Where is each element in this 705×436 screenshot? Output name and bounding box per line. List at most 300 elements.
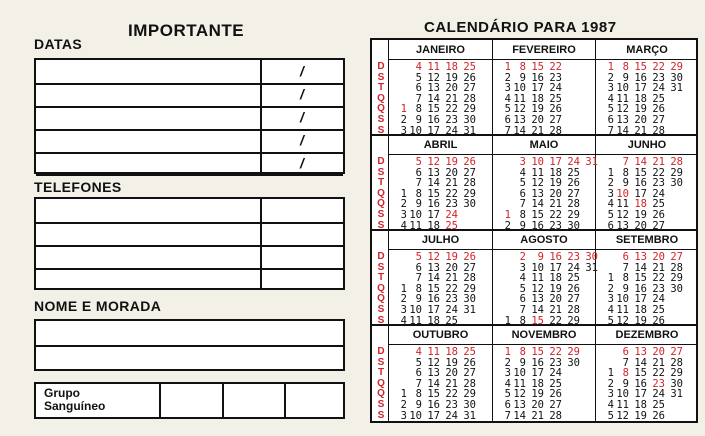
day-number: 16 xyxy=(634,177,647,190)
day-number: 30 xyxy=(567,356,580,369)
day-number: 12 xyxy=(616,409,629,422)
phone-row[interactable] xyxy=(36,245,343,270)
day-number: 16 xyxy=(427,399,440,411)
day-number: 28 xyxy=(670,261,683,274)
day-number: 14 xyxy=(616,124,629,137)
day-number: 14 xyxy=(634,156,647,168)
day-number: 10 xyxy=(531,261,544,274)
day-number: 9 xyxy=(519,219,526,232)
month-name: MARÇO xyxy=(596,41,698,60)
day-number: 25 xyxy=(567,166,580,179)
date-row[interactable] xyxy=(36,106,343,131)
day-number: 20 xyxy=(445,367,458,380)
day-number: 30 xyxy=(463,293,476,306)
weekday-letter: S xyxy=(377,261,385,273)
day-number: 22 xyxy=(549,61,562,73)
day-number: 20 xyxy=(652,346,665,358)
dates-label: DATAS xyxy=(34,36,83,52)
day-number: 26 xyxy=(567,282,580,295)
day-number: 5 xyxy=(607,209,614,221)
day-number: 17 xyxy=(427,409,440,422)
day-number: 4 xyxy=(504,92,511,105)
day-number: 26 xyxy=(549,103,562,116)
day-number: 3 xyxy=(519,261,526,274)
day-number: 24 xyxy=(652,293,665,306)
day-number: 4 xyxy=(607,92,614,105)
day-number: 15 xyxy=(531,346,544,358)
day-number: 18 xyxy=(549,272,562,285)
day-number: 6 xyxy=(415,166,422,179)
month-block xyxy=(596,326,698,422)
month-block xyxy=(493,136,598,232)
day-number: 6 xyxy=(622,346,629,358)
day-number: 26 xyxy=(463,156,476,168)
day-number: 9 xyxy=(622,377,629,390)
day-number: 17 xyxy=(634,82,647,95)
day-number: 1 xyxy=(504,61,511,73)
day-number: 9 xyxy=(415,114,422,126)
day-number: 23 xyxy=(549,71,562,84)
day-number: 4 xyxy=(400,314,407,327)
day-number: 24 xyxy=(445,209,458,221)
day-number: 8 xyxy=(415,103,422,116)
day-number: 9 xyxy=(537,251,544,263)
day-number: 27 xyxy=(463,166,476,179)
day-number: 18 xyxy=(427,219,440,232)
day-number: 26 xyxy=(652,209,665,221)
day-number: 28 xyxy=(652,124,665,137)
day-number: 10 xyxy=(513,367,526,380)
day-number: 19 xyxy=(445,356,458,369)
month-block xyxy=(493,326,595,422)
day-number: 23 xyxy=(652,177,665,190)
day-number: 10 xyxy=(616,293,629,306)
day-number: 31 xyxy=(585,261,598,274)
day-number: 4 xyxy=(415,346,422,358)
day-number: 23 xyxy=(445,114,458,126)
day-number: 28 xyxy=(463,377,476,390)
day-number: 26 xyxy=(567,177,580,190)
day-number: 25 xyxy=(463,61,476,73)
day-number: 7 xyxy=(622,356,629,369)
day-number: 28 xyxy=(549,409,562,422)
day-number: 11 xyxy=(513,377,526,390)
day-number: 18 xyxy=(634,92,647,105)
month-block xyxy=(389,231,492,327)
day-number: 12 xyxy=(513,388,526,401)
day-number: 13 xyxy=(634,251,647,263)
day-number: 31 xyxy=(585,156,598,168)
day-number: 6 xyxy=(622,251,629,263)
day-number: 19 xyxy=(634,314,647,327)
day-number: 10 xyxy=(409,409,422,422)
day-number: 10 xyxy=(531,156,544,168)
day-number: 16 xyxy=(531,219,544,232)
day-number: 8 xyxy=(519,314,526,327)
day-number: 30 xyxy=(670,177,683,190)
date-slash: / xyxy=(300,109,304,125)
day-number: 5 xyxy=(415,71,422,84)
day-number: 11 xyxy=(531,272,544,285)
day-number: 24 xyxy=(567,261,580,274)
day-number: 28 xyxy=(463,92,476,105)
month-block xyxy=(389,136,492,232)
weekday-letter: S xyxy=(377,398,385,410)
day-number: 24 xyxy=(652,388,665,401)
day-number: 13 xyxy=(634,346,647,358)
weekday-letter: Q xyxy=(377,388,385,400)
day-number: 8 xyxy=(622,367,629,380)
day-number: 12 xyxy=(427,156,440,168)
day-number: 19 xyxy=(531,103,544,116)
day-number: 18 xyxy=(634,198,647,211)
month-name: FEVEREIRO xyxy=(493,41,595,60)
month-block xyxy=(596,231,698,327)
day-number: 2 xyxy=(504,356,511,369)
name-address-label: NOME E MORADA xyxy=(34,298,162,314)
day-number: 15 xyxy=(531,314,544,327)
day-number: 2 xyxy=(519,251,526,263)
day-number: 28 xyxy=(670,156,683,168)
blood-type-box xyxy=(34,382,345,419)
date-row[interactable] xyxy=(36,129,343,154)
day-number: 13 xyxy=(616,114,629,126)
day-number: 25 xyxy=(463,346,476,358)
day-number: 8 xyxy=(415,282,422,295)
day-number: 1 xyxy=(400,103,407,116)
day-number: 21 xyxy=(652,261,665,274)
day-number: 10 xyxy=(513,82,526,95)
day-number: 12 xyxy=(616,209,629,221)
day-number: 23 xyxy=(549,219,562,232)
date-slash: / xyxy=(300,155,304,171)
day-number: 15 xyxy=(634,61,647,73)
day-number: 19 xyxy=(634,209,647,221)
important-title: IMPORTANTE xyxy=(128,21,245,40)
blood-type-label-line2: Sanguíneo xyxy=(44,399,106,413)
weekday-letters xyxy=(375,62,387,136)
day-number: 14 xyxy=(634,261,647,274)
day-number: 19 xyxy=(549,282,562,295)
day-number: 17 xyxy=(531,82,544,95)
day-number: 6 xyxy=(519,293,526,306)
day-number: 8 xyxy=(622,166,629,179)
day-number: 8 xyxy=(415,388,422,401)
day-number: 19 xyxy=(549,177,562,190)
day-number: 1 xyxy=(607,166,614,179)
day-number: 17 xyxy=(427,124,440,137)
day-number: 23 xyxy=(445,293,458,306)
day-number: 1 xyxy=(400,187,407,200)
day-number: 21 xyxy=(445,377,458,390)
day-number: 5 xyxy=(607,314,614,327)
day-number: 16 xyxy=(634,71,647,84)
day-number: 14 xyxy=(513,124,526,137)
day-number: 4 xyxy=(607,198,614,211)
weekday-letter: S xyxy=(377,303,385,315)
day-number: 16 xyxy=(427,198,440,211)
day-number: 20 xyxy=(652,251,665,263)
day-number: 4 xyxy=(519,272,526,285)
day-number: 27 xyxy=(652,219,665,232)
weekday-letter: Q xyxy=(377,377,385,389)
day-number: 9 xyxy=(519,356,526,369)
day-number: 11 xyxy=(616,198,629,211)
day-number: 18 xyxy=(427,314,440,327)
day-number: 1 xyxy=(400,282,407,295)
day-number: 20 xyxy=(445,82,458,95)
day-number: 3 xyxy=(504,82,511,95)
day-number: 28 xyxy=(567,198,580,211)
phone-row[interactable] xyxy=(36,222,343,247)
phones-label: TELEFONES xyxy=(34,179,122,195)
day-number: 6 xyxy=(504,399,511,411)
phone-row[interactable] xyxy=(36,268,343,290)
day-number: 7 xyxy=(607,124,614,137)
day-number: 23 xyxy=(445,399,458,411)
day-number: 6 xyxy=(607,219,614,232)
day-number: 24 xyxy=(652,82,665,95)
day-number: 2 xyxy=(607,177,614,190)
day-number: 21 xyxy=(549,304,562,316)
day-number: 21 xyxy=(445,272,458,285)
day-number: 12 xyxy=(513,103,526,116)
day-number: 31 xyxy=(463,304,476,316)
weekday-letter: S xyxy=(377,219,385,231)
day-number: 11 xyxy=(616,399,629,411)
weekday-letter: T xyxy=(377,177,385,189)
day-number: 4 xyxy=(607,399,614,411)
weekday-letter: S xyxy=(377,113,385,125)
day-number: 22 xyxy=(445,187,458,200)
day-number: 25 xyxy=(652,92,665,105)
day-number: 20 xyxy=(445,166,458,179)
day-number: 19 xyxy=(445,71,458,84)
day-number: 24 xyxy=(445,409,458,422)
day-number: 30 xyxy=(567,219,580,232)
day-number: 20 xyxy=(531,399,544,411)
day-number: 4 xyxy=(607,304,614,316)
day-number: 25 xyxy=(567,272,580,285)
month-name: SETEMBRO xyxy=(596,231,698,250)
day-number: 29 xyxy=(670,166,683,179)
day-number: 30 xyxy=(585,251,598,263)
day-number: 26 xyxy=(652,103,665,116)
month-name: JUNHO xyxy=(596,136,698,155)
month-name: MAIO xyxy=(493,136,595,155)
day-number: 18 xyxy=(531,92,544,105)
weekday-letter: Q xyxy=(377,293,385,305)
dates-divider xyxy=(260,60,262,172)
day-number: 22 xyxy=(445,103,458,116)
month-name: OUTUBRO xyxy=(389,326,492,345)
month-block xyxy=(389,326,492,422)
day-number: 3 xyxy=(607,82,614,95)
day-number: 17 xyxy=(634,293,647,306)
day-number: 3 xyxy=(607,293,614,306)
day-number: 21 xyxy=(652,156,665,168)
day-number: 22 xyxy=(549,314,562,327)
day-number: 9 xyxy=(415,198,422,211)
day-number: 10 xyxy=(616,187,629,200)
day-number: 12 xyxy=(531,282,544,295)
day-number: 3 xyxy=(504,367,511,380)
day-number: 4 xyxy=(400,219,407,232)
weekday-letter: Q xyxy=(377,282,385,294)
day-number: 21 xyxy=(531,124,544,137)
day-number: 11 xyxy=(409,219,422,232)
day-number: 30 xyxy=(670,282,683,295)
day-number: 3 xyxy=(607,388,614,401)
day-number: 2 xyxy=(400,198,407,211)
weekday-letters xyxy=(375,157,387,231)
day-number: 28 xyxy=(463,177,476,190)
day-number: 19 xyxy=(634,103,647,116)
day-number: 29 xyxy=(670,272,683,285)
phone-row[interactable] xyxy=(36,199,343,224)
day-number: 1 xyxy=(504,346,511,358)
blood-type-cell[interactable] xyxy=(222,384,224,417)
day-number: 25 xyxy=(445,219,458,232)
day-number: 19 xyxy=(634,409,647,422)
day-number: 15 xyxy=(427,388,440,401)
day-number: 18 xyxy=(445,346,458,358)
day-number: 11 xyxy=(513,92,526,105)
day-number: 4 xyxy=(519,166,526,179)
day-number: 26 xyxy=(463,251,476,263)
month-name: JULHO xyxy=(389,231,492,250)
day-number: 20 xyxy=(634,114,647,126)
day-number: 24 xyxy=(549,82,562,95)
date-slash: / xyxy=(300,63,304,79)
weekday-letter: T xyxy=(377,367,385,379)
day-number: 15 xyxy=(531,209,544,221)
day-number: 22 xyxy=(549,209,562,221)
date-row[interactable] xyxy=(36,60,343,85)
weekday-letter: D xyxy=(377,251,385,262)
day-number: 25 xyxy=(445,314,458,327)
day-number: 3 xyxy=(400,304,407,316)
day-number: 6 xyxy=(415,261,422,274)
blood-type-cell[interactable] xyxy=(284,384,286,417)
day-number: 29 xyxy=(463,103,476,116)
date-row[interactable] xyxy=(36,152,343,176)
day-number: 14 xyxy=(513,409,526,422)
day-number: 29 xyxy=(670,61,683,73)
day-number: 20 xyxy=(445,261,458,274)
day-number: 31 xyxy=(670,388,683,401)
day-number: 30 xyxy=(463,198,476,211)
weekday-letter: D xyxy=(377,346,385,357)
day-number: 14 xyxy=(531,304,544,316)
day-number: 31 xyxy=(463,124,476,137)
weekday-letter: S xyxy=(377,314,385,326)
day-number: 17 xyxy=(531,367,544,380)
day-number: 4 xyxy=(504,377,511,390)
phones-divider xyxy=(260,199,262,288)
weekday-letter: S xyxy=(377,208,385,220)
weekday-letter: Q xyxy=(377,198,385,210)
day-number: 15 xyxy=(634,367,647,380)
day-number: 14 xyxy=(427,377,440,390)
day-number: 14 xyxy=(634,356,647,369)
day-number: 28 xyxy=(549,124,562,137)
day-number: 2 xyxy=(607,71,614,84)
day-number: 9 xyxy=(622,71,629,84)
day-number: 8 xyxy=(622,272,629,285)
day-number: 5 xyxy=(519,282,526,295)
day-number: 29 xyxy=(567,346,580,358)
day-number: 16 xyxy=(427,293,440,306)
day-number: 9 xyxy=(519,71,526,84)
day-number: 3 xyxy=(400,409,407,422)
address-row[interactable] xyxy=(36,345,343,369)
day-number: 7 xyxy=(519,198,526,211)
day-number: 29 xyxy=(670,367,683,380)
day-number: 17 xyxy=(634,187,647,200)
month-name: ABRIL xyxy=(389,136,492,155)
address-row[interactable] xyxy=(36,321,343,347)
weekday-letter: T xyxy=(377,272,385,284)
day-number: 21 xyxy=(549,198,562,211)
day-number: 7 xyxy=(622,156,629,168)
weekday-letter: S xyxy=(377,71,385,83)
date-row[interactable] xyxy=(36,83,343,108)
day-number: 20 xyxy=(634,219,647,232)
day-number: 24 xyxy=(445,124,458,137)
day-number: 25 xyxy=(652,304,665,316)
weekday-letter: S xyxy=(377,124,385,136)
day-number: 11 xyxy=(531,166,544,179)
day-number: 16 xyxy=(531,71,544,84)
day-number: 2 xyxy=(607,282,614,295)
day-number: 8 xyxy=(519,209,526,221)
day-number: 6 xyxy=(519,187,526,200)
calendar-title: CALENDÁRIO PARA 1987 xyxy=(424,19,617,36)
day-number: 18 xyxy=(549,166,562,179)
weekday-letter: Q xyxy=(377,92,385,104)
day-number: 27 xyxy=(670,251,683,263)
day-number: 1 xyxy=(607,61,614,73)
blood-type-cell[interactable] xyxy=(159,384,161,417)
day-number: 9 xyxy=(415,399,422,411)
day-number: 31 xyxy=(463,409,476,422)
day-number: 30 xyxy=(670,377,683,390)
day-number: 19 xyxy=(445,156,458,168)
day-number: 11 xyxy=(616,304,629,316)
day-number: 13 xyxy=(531,293,544,306)
day-number: 14 xyxy=(427,92,440,105)
day-number: 12 xyxy=(616,314,629,327)
day-number: 12 xyxy=(427,71,440,84)
day-number: 4 xyxy=(415,61,422,73)
day-number: 23 xyxy=(652,282,665,295)
day-number: 17 xyxy=(549,156,562,168)
day-number: 27 xyxy=(463,261,476,274)
name-address-box xyxy=(34,319,345,371)
day-number: 22 xyxy=(652,272,665,285)
day-number: 27 xyxy=(567,187,580,200)
day-number: 7 xyxy=(519,304,526,316)
weekday-letter: Q xyxy=(377,187,385,199)
day-number: 2 xyxy=(400,293,407,306)
month-name: JANEIRO xyxy=(389,41,492,60)
day-number: 2 xyxy=(607,377,614,390)
day-number: 1 xyxy=(607,272,614,285)
day-number: 10 xyxy=(409,124,422,137)
day-number: 25 xyxy=(652,198,665,211)
day-number: 24 xyxy=(567,156,580,168)
